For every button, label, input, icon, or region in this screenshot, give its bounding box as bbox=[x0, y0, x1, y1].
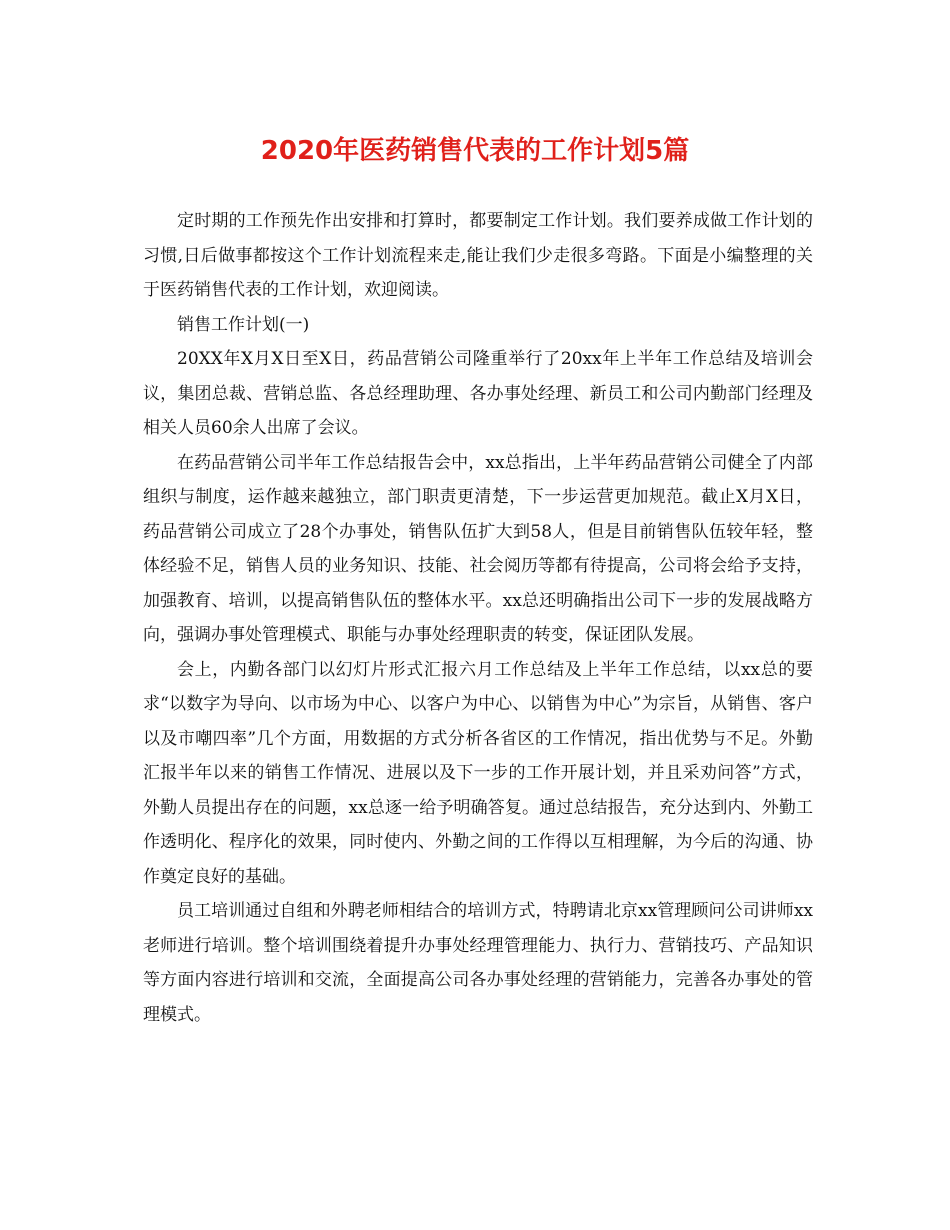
paragraph-intro: 定时期的工作预先作出安排和打算时，都要制定工作计划。我们要养成做工作计划的习惯,日后做事都按这个工作计划流程来走,能让我们少走很多弯路。下面是小编整理的关于医药销售代表的工作计划，欢迎阅读。 bbox=[143, 211, 813, 300]
document-title: 2020年医药销售代表的工作计划5篇 bbox=[260, 136, 690, 166]
paragraph-section-heading: 销售工作计划(一) bbox=[177, 314, 310, 335]
paragraph-internal-report: 会上，内勤各部门以幻灯片形式汇报六月工作总结及上半年工作总结，以xx总的要求“以数字为导向、以市场为中心、以客户为中心、以销售为中心”为宗旨，从销售、客户以及市嘲四率”几个方面，用数据的方式分析各省区的工作情况，指出优势与不足。外勤汇报半年以来的销售工作情况、进展以及下一步的工作开展计划，并且采劝问答”方式，外勤人员提出存在的问题，xx总逐一给予明确答复。通过总结报告，充分达到内、外勤工作透明化、程序化的效果，同时使内、外勤之间的工作得以互相理解，为今后的沟通、协作奠定良好的基础。 bbox=[143, 659, 813, 887]
paragraph-training: 员工培训通过自组和外聘老师相结合的培训方式，特聘请北京xx管理顾问公司讲师xx老师进行培训。整个培训围绕着提升办事处经理管理能力、执行力、营销技巧、产品知识等方面内容进行培训和交流，全面提高公司各办事处经理的营销能力，完善各办事处的管理模式。 bbox=[143, 901, 813, 1025]
paragraph-report: 在药品营销公司半年工作总结报告会中，xx总指出，上半年药品营销公司健全了内部组织与制度，运作越来越独立，部门职责更清楚，下一步运营更加规范。截止X月X日，药品营销公司成立了28个办事处，销售队伍扩大到58人，但是目前销售队伍较年轻，整体经验不足，销售人员的业务知识、技能、社会阅历等都有待提高，公司将会给予支持，加强教育、培训，以提高销售队伍的整体水平。xx总还明确指出公司下一步的发展战略方向，强调办事处管理模式、职能与办事处经理职责的转变，保证团队发展。 bbox=[143, 452, 813, 645]
document-body bbox=[143, 204, 813, 1032]
paragraph-meeting: 20XX年X月X日至X日，药品营销公司隆重举行了20xx年上半年工作总结及培训会议，集团总裁、营销总监、各总经理助理、各办事处经理、新员工和公司内勤部门经理及相关人员60余人出席了会议。 bbox=[143, 349, 813, 438]
